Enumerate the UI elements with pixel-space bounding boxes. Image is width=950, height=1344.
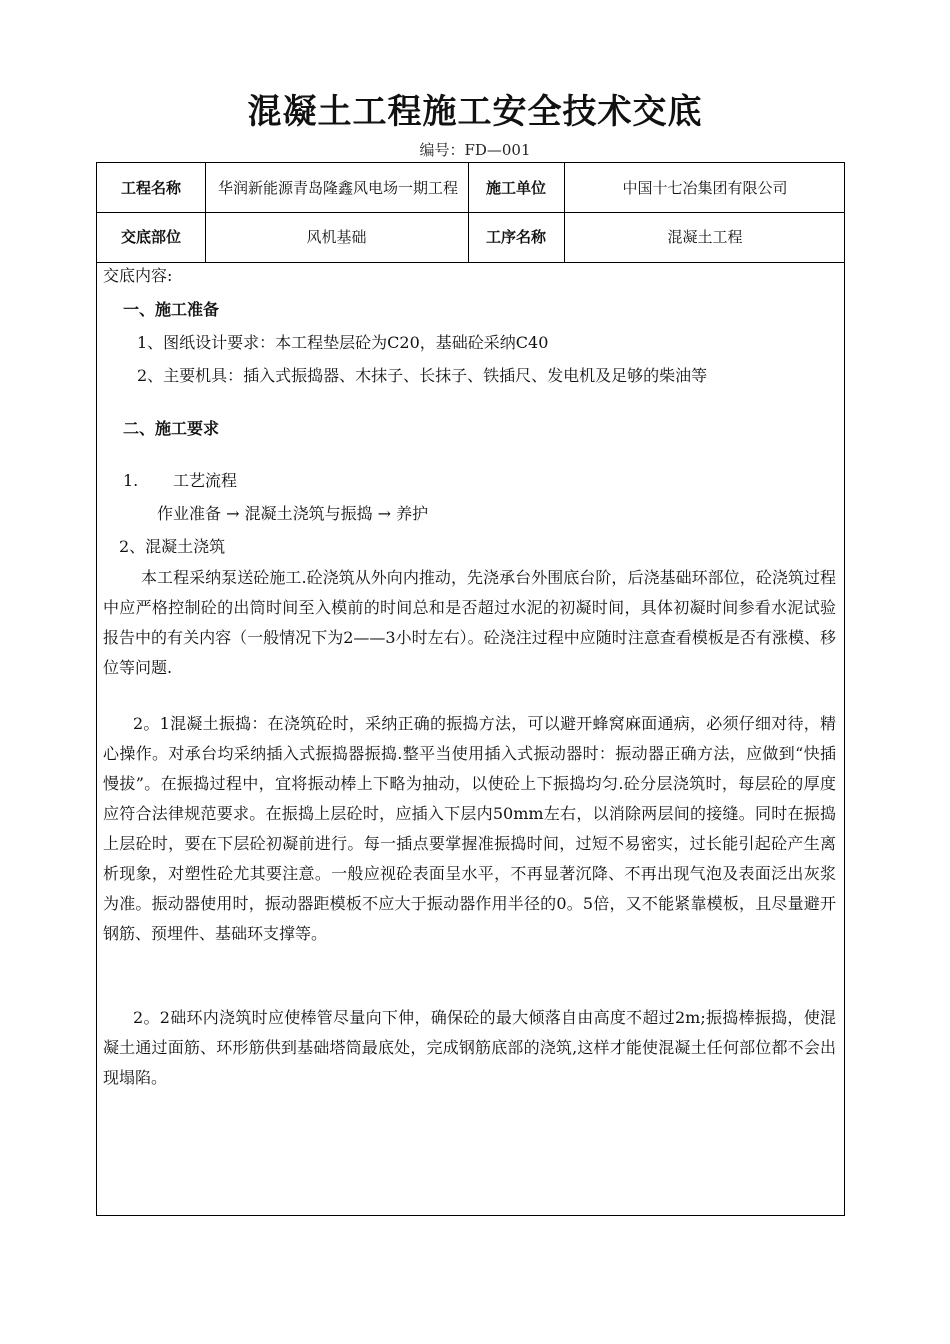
section1-item1: 1、图纸设计要求：本工程垫层砼为C20，基础砼采纳C40	[137, 333, 549, 352]
project-name-value: 华润新能源青岛隆鑫风电场一期工程	[217, 178, 458, 197]
row-divider	[97, 262, 844, 263]
section2-item1-number: 1.	[123, 471, 139, 490]
disclosure-location-label: 交底部位	[120, 228, 181, 246]
process-flow: 作业准备 → 混凝土浇筑与振捣 → 养护	[157, 504, 429, 523]
section1-item2: 2、主要机具：插入式振捣器、木抹子、长抹子、铁插尺、发电机及足够的柴油等	[137, 366, 708, 385]
section2-item2: 2、混凝土浇筑	[119, 537, 226, 556]
paragraph-vibration: 2。1混凝土振捣：在浇筑砼时，采纳正确的振捣方法，可以避开蜂窝麻面通病，必须仔细对待，精心操作。对承台均采纳插入式振捣器振捣.整平当使用插入式振动器时：振动器正确方法，应做到“快插慢拔”。在振捣过程中，宜将振动棒上下略为抽动，以使砼上下振捣均匀.砼分层浇筑时，每层砼的厚度应符合法律规范要求。在振捣上层砼时，应插入下层内50mm左右，以消除两层间的接缝。同时在振捣上层砼时，要在下层砼初凝前进行。每一插点要掌握准振捣时间，过短不易密实，过长能引起砼产生离析现象，对塑性砼尤其要注意。一般应视砼表面呈水平，不再显著沉降、不再出现气泡及表面泛出灰浆为准。振动器使用时，振动器距模板不应大于振动器作用半径的0。5倍，又不能紧靠模板，且尽量避开钢筋、预埋件、基础环支撑等。	[103, 714, 836, 943]
paragraph-pouring: 本工程采纳泵送砼施工.砼浇筑从外向内推动，先浇承台外围底台阶，后浇基础环部位，砼浇筑过程中应严格控制砼的出筒时间至入模前的时间总和是否超过水泥的初凝时间，具体初凝时间参看水泥试验报告中的有关内容（一般情况下为2——3小时左右）。砼浇注过程中应随时注意查看模板是否有涨模、移位等问题.	[103, 568, 836, 677]
construction-unit-label: 施工单位	[485, 178, 546, 197]
document-title: 混凝土工程施工安全技术交底	[247, 92, 703, 132]
process-name-value: 混凝土工程	[667, 228, 743, 246]
section2-title: 二、施工要求	[123, 419, 220, 438]
content-header: 交底内容:	[103, 266, 173, 285]
section2-item1-text: 工艺流程	[173, 471, 238, 490]
construction-unit-value: 中国十七冶集团有限公司	[622, 178, 788, 197]
document-number: 编号：FD—001	[419, 141, 531, 159]
section1-title: 一、施工准备	[123, 300, 220, 319]
paragraph-ring-pouring: 2。2础环内浇筑时应使棒管尽量向下伸，确保砼的最大倾落自由高度不超过2m;振捣棒振捣，使混凝土通过面筋、环形筋供到基础塔筒最底处，完成钢筋底部的浇筑,这样才能使混凝土任何部位都不会出现塌陷。	[103, 1008, 836, 1087]
process-name-label: 工序名称	[485, 228, 546, 246]
project-name-label: 工程名称	[120, 178, 181, 197]
disclosure-location-value: 风机基础	[306, 228, 367, 246]
disclosure-form	[96, 162, 845, 1216]
